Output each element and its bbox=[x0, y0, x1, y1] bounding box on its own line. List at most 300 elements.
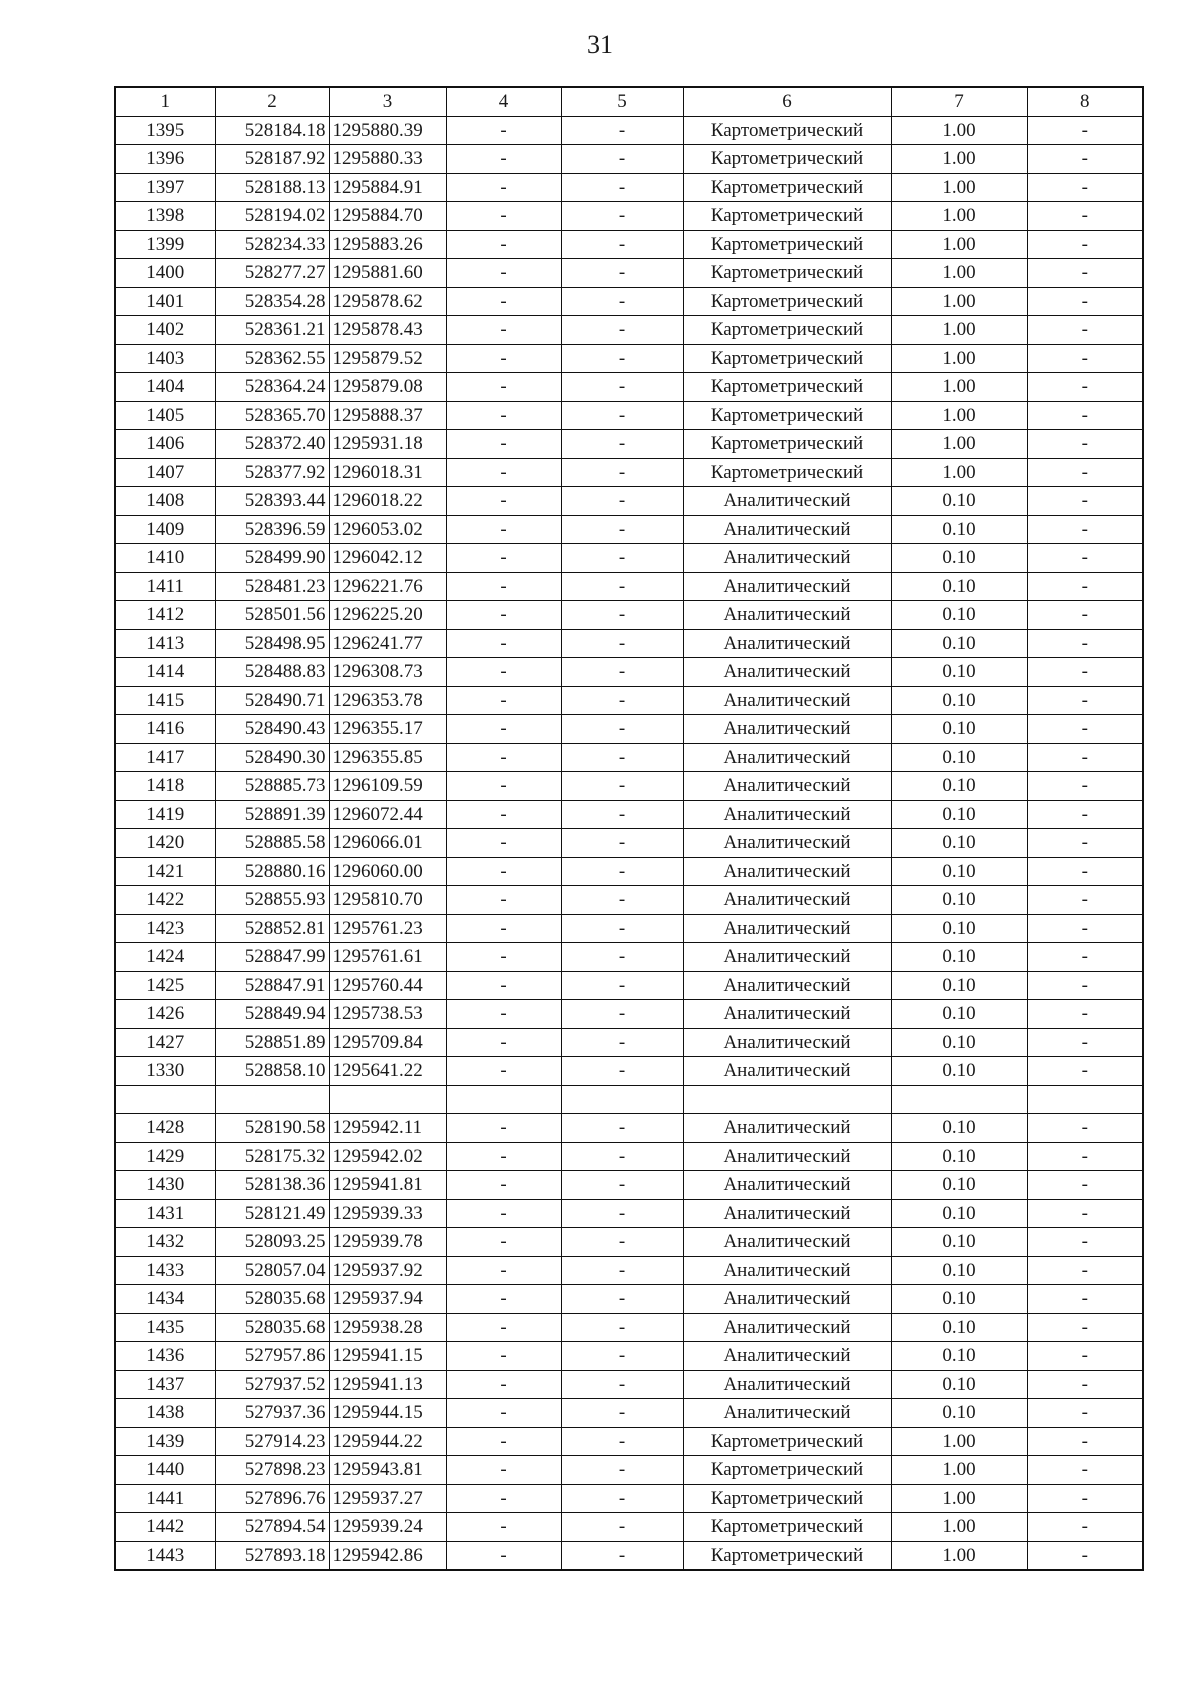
point-number-cell: 1419 bbox=[115, 800, 215, 829]
x-coordinate-cell: 528849.94 bbox=[215, 1000, 329, 1029]
table-row bbox=[115, 430, 1143, 459]
method-cell: Картометрический bbox=[683, 1456, 891, 1485]
col8-cell bbox=[1027, 1085, 1143, 1114]
table-row bbox=[115, 1256, 1143, 1285]
x-coordinate-cell: 528501.56 bbox=[215, 601, 329, 630]
point-number-cell: 1430 bbox=[115, 1171, 215, 1200]
y-coordinate-cell: 1295810.70 bbox=[329, 886, 446, 915]
point-number-cell: 1442 bbox=[115, 1513, 215, 1542]
column-header: 4 bbox=[446, 87, 561, 116]
col4-cell: - bbox=[446, 145, 561, 174]
col8-cell: - bbox=[1027, 572, 1143, 601]
accuracy-cell: 0.10 bbox=[891, 800, 1027, 829]
x-coordinate-cell: 528354.28 bbox=[215, 287, 329, 316]
point-number-cell: 1402 bbox=[115, 316, 215, 345]
y-coordinate-cell: 1295884.91 bbox=[329, 173, 446, 202]
point-number-cell: 1411 bbox=[115, 572, 215, 601]
point-number-cell: 1410 bbox=[115, 544, 215, 573]
accuracy-cell: 0.10 bbox=[891, 1000, 1027, 1029]
col5-cell: - bbox=[561, 515, 683, 544]
x-coordinate-cell: 528396.59 bbox=[215, 515, 329, 544]
table-row bbox=[115, 1427, 1143, 1456]
y-coordinate-cell: 1295878.43 bbox=[329, 316, 446, 345]
point-number-cell: 1406 bbox=[115, 430, 215, 459]
accuracy-cell: 1.00 bbox=[891, 259, 1027, 288]
method-cell bbox=[683, 1085, 891, 1114]
point-number-cell: 1330 bbox=[115, 1057, 215, 1086]
point-number-cell: 1418 bbox=[115, 772, 215, 801]
y-coordinate-cell: 1295941.15 bbox=[329, 1342, 446, 1371]
col5-cell: - bbox=[561, 401, 683, 430]
col8-cell: - bbox=[1027, 1427, 1143, 1456]
y-coordinate-cell: 1295941.13 bbox=[329, 1370, 446, 1399]
accuracy-cell: 0.10 bbox=[891, 772, 1027, 801]
col8-cell: - bbox=[1027, 1028, 1143, 1057]
accuracy-cell: 0.10 bbox=[891, 829, 1027, 858]
col5-cell: - bbox=[561, 1256, 683, 1285]
table-row bbox=[115, 743, 1143, 772]
table-body bbox=[115, 116, 1143, 1570]
x-coordinate-cell: 528490.43 bbox=[215, 715, 329, 744]
method-cell: Картометрический bbox=[683, 316, 891, 345]
col5-cell: - bbox=[561, 1342, 683, 1371]
method-cell: Аналитический bbox=[683, 658, 891, 687]
y-coordinate-cell: 1296053.02 bbox=[329, 515, 446, 544]
y-coordinate-cell: 1295942.11 bbox=[329, 1114, 446, 1143]
column-header: 6 bbox=[683, 87, 891, 116]
point-number-cell: 1413 bbox=[115, 629, 215, 658]
table-row bbox=[115, 1541, 1143, 1570]
table-row bbox=[115, 401, 1143, 430]
table-row bbox=[115, 1199, 1143, 1228]
col5-cell: - bbox=[561, 202, 683, 231]
point-number-cell: 1432 bbox=[115, 1228, 215, 1257]
point-number-cell: 1433 bbox=[115, 1256, 215, 1285]
col8-cell: - bbox=[1027, 601, 1143, 630]
y-coordinate-cell: 1296109.59 bbox=[329, 772, 446, 801]
table-row bbox=[115, 259, 1143, 288]
col4-cell: - bbox=[446, 943, 561, 972]
col4-cell: - bbox=[446, 1228, 561, 1257]
col8-cell: - bbox=[1027, 544, 1143, 573]
col4-cell: - bbox=[446, 515, 561, 544]
table-row bbox=[115, 287, 1143, 316]
col4-cell: - bbox=[446, 715, 561, 744]
method-cell: Аналитический bbox=[683, 1142, 891, 1171]
col5-cell: - bbox=[561, 572, 683, 601]
point-number-cell: 1407 bbox=[115, 458, 215, 487]
col8-cell: - bbox=[1027, 1285, 1143, 1314]
x-coordinate-cell: 528365.70 bbox=[215, 401, 329, 430]
accuracy-cell: 0.10 bbox=[891, 572, 1027, 601]
col8-cell: - bbox=[1027, 458, 1143, 487]
col8-cell: - bbox=[1027, 658, 1143, 687]
col4-cell: - bbox=[446, 572, 561, 601]
col4-cell: - bbox=[446, 1000, 561, 1029]
table-row bbox=[115, 1228, 1143, 1257]
col8-cell: - bbox=[1027, 1114, 1143, 1143]
y-coordinate-cell: 1296060.00 bbox=[329, 857, 446, 886]
y-coordinate-cell: 1295760.44 bbox=[329, 971, 446, 1000]
point-number-cell: 1424 bbox=[115, 943, 215, 972]
col5-cell: - bbox=[561, 943, 683, 972]
col8-cell: - bbox=[1027, 800, 1143, 829]
col4-cell: - bbox=[446, 800, 561, 829]
y-coordinate-cell: 1295878.62 bbox=[329, 287, 446, 316]
point-number-cell bbox=[115, 1085, 215, 1114]
accuracy-cell: 1.00 bbox=[891, 430, 1027, 459]
col5-cell: - bbox=[561, 316, 683, 345]
y-coordinate-cell: 1296042.12 bbox=[329, 544, 446, 573]
col5-cell: - bbox=[561, 629, 683, 658]
col5-cell: - bbox=[561, 544, 683, 573]
x-coordinate-cell: 528885.73 bbox=[215, 772, 329, 801]
accuracy-cell: 0.10 bbox=[891, 857, 1027, 886]
col8-cell: - bbox=[1027, 116, 1143, 145]
y-coordinate-cell: 1295943.81 bbox=[329, 1456, 446, 1485]
y-coordinate-cell: 1296066.01 bbox=[329, 829, 446, 858]
point-number-cell: 1426 bbox=[115, 1000, 215, 1029]
accuracy-cell: 0.10 bbox=[891, 658, 1027, 687]
method-cell: Аналитический bbox=[683, 943, 891, 972]
table-row bbox=[115, 1313, 1143, 1342]
table-row bbox=[115, 658, 1143, 687]
y-coordinate-cell: 1295641.22 bbox=[329, 1057, 446, 1086]
accuracy-cell: 0.10 bbox=[891, 715, 1027, 744]
table-row bbox=[115, 316, 1143, 345]
x-coordinate-cell: 528277.27 bbox=[215, 259, 329, 288]
col8-cell: - bbox=[1027, 857, 1143, 886]
col8-cell: - bbox=[1027, 1000, 1143, 1029]
accuracy-cell: 0.10 bbox=[891, 1057, 1027, 1086]
x-coordinate-cell: 528847.99 bbox=[215, 943, 329, 972]
x-coordinate-cell: 528852.81 bbox=[215, 914, 329, 943]
col4-cell: - bbox=[446, 458, 561, 487]
y-coordinate-cell: 1295931.18 bbox=[329, 430, 446, 459]
table-row bbox=[115, 629, 1143, 658]
table-row bbox=[115, 1456, 1143, 1485]
point-number-cell: 1435 bbox=[115, 1313, 215, 1342]
col8-cell: - bbox=[1027, 829, 1143, 858]
x-coordinate-cell: 528093.25 bbox=[215, 1228, 329, 1257]
method-cell: Картометрический bbox=[683, 116, 891, 145]
table-row bbox=[115, 886, 1143, 915]
col4-cell: - bbox=[446, 829, 561, 858]
table-row bbox=[115, 1085, 1143, 1114]
method-cell: Картометрический bbox=[683, 430, 891, 459]
table-row bbox=[115, 116, 1143, 145]
col4-cell: - bbox=[446, 230, 561, 259]
col8-cell: - bbox=[1027, 230, 1143, 259]
y-coordinate-cell bbox=[329, 1085, 446, 1114]
col4-cell: - bbox=[446, 857, 561, 886]
col8-cell: - bbox=[1027, 373, 1143, 402]
point-number-cell: 1409 bbox=[115, 515, 215, 544]
y-coordinate-cell: 1295883.26 bbox=[329, 230, 446, 259]
y-coordinate-cell: 1296018.31 bbox=[329, 458, 446, 487]
table-row bbox=[115, 544, 1143, 573]
x-coordinate-cell: 528481.23 bbox=[215, 572, 329, 601]
method-cell: Картометрический bbox=[683, 373, 891, 402]
col5-cell: - bbox=[561, 259, 683, 288]
x-coordinate-cell: 527893.18 bbox=[215, 1541, 329, 1570]
col5-cell: - bbox=[561, 971, 683, 1000]
method-cell: Картометрический bbox=[683, 1541, 891, 1570]
accuracy-cell: 1.00 bbox=[891, 316, 1027, 345]
table-row bbox=[115, 914, 1143, 943]
col5-cell: - bbox=[561, 458, 683, 487]
col4-cell: - bbox=[446, 344, 561, 373]
method-cell: Аналитический bbox=[683, 914, 891, 943]
y-coordinate-cell: 1296225.20 bbox=[329, 601, 446, 630]
x-coordinate-cell: 528364.24 bbox=[215, 373, 329, 402]
accuracy-cell: 0.10 bbox=[891, 1171, 1027, 1200]
method-cell: Картометрический bbox=[683, 259, 891, 288]
y-coordinate-cell: 1296221.76 bbox=[329, 572, 446, 601]
method-cell: Аналитический bbox=[683, 1285, 891, 1314]
accuracy-cell: 1.00 bbox=[891, 344, 1027, 373]
col8-cell: - bbox=[1027, 401, 1143, 430]
y-coordinate-cell: 1295944.22 bbox=[329, 1427, 446, 1456]
y-coordinate-cell: 1295942.86 bbox=[329, 1541, 446, 1570]
accuracy-cell: 1.00 bbox=[891, 1484, 1027, 1513]
col8-cell: - bbox=[1027, 1456, 1143, 1485]
method-cell: Аналитический bbox=[683, 686, 891, 715]
accuracy-cell: 0.10 bbox=[891, 1342, 1027, 1371]
point-number-cell: 1440 bbox=[115, 1456, 215, 1485]
x-coordinate-cell: 528121.49 bbox=[215, 1199, 329, 1228]
method-cell: Аналитический bbox=[683, 743, 891, 772]
x-coordinate-cell: 528035.68 bbox=[215, 1285, 329, 1314]
col4-cell: - bbox=[446, 487, 561, 516]
col8-cell: - bbox=[1027, 772, 1143, 801]
col8-cell: - bbox=[1027, 1199, 1143, 1228]
col4-cell bbox=[446, 1085, 561, 1114]
x-coordinate-cell: 528377.92 bbox=[215, 458, 329, 487]
col4-cell: - bbox=[446, 401, 561, 430]
point-number-cell: 1437 bbox=[115, 1370, 215, 1399]
y-coordinate-cell: 1295879.08 bbox=[329, 373, 446, 402]
col4-cell: - bbox=[446, 1427, 561, 1456]
col5-cell: - bbox=[561, 715, 683, 744]
col8-cell: - bbox=[1027, 1228, 1143, 1257]
col4-cell: - bbox=[446, 658, 561, 687]
table-row bbox=[115, 772, 1143, 801]
accuracy-cell bbox=[891, 1085, 1027, 1114]
col5-cell: - bbox=[561, 1228, 683, 1257]
y-coordinate-cell: 1295884.70 bbox=[329, 202, 446, 231]
x-coordinate-cell: 528362.55 bbox=[215, 344, 329, 373]
x-coordinate-cell: 528190.58 bbox=[215, 1114, 329, 1143]
col4-cell: - bbox=[446, 1313, 561, 1342]
col4-cell: - bbox=[446, 316, 561, 345]
method-cell: Аналитический bbox=[683, 1256, 891, 1285]
col8-cell: - bbox=[1027, 1541, 1143, 1570]
x-coordinate-cell: 528188.13 bbox=[215, 173, 329, 202]
col4-cell: - bbox=[446, 1142, 561, 1171]
col5-cell: - bbox=[561, 914, 683, 943]
method-cell: Аналитический bbox=[683, 829, 891, 858]
col8-cell: - bbox=[1027, 287, 1143, 316]
col8-cell: - bbox=[1027, 1370, 1143, 1399]
point-number-cell: 1443 bbox=[115, 1541, 215, 1570]
col5-cell: - bbox=[561, 1057, 683, 1086]
table-row bbox=[115, 601, 1143, 630]
accuracy-cell: 1.00 bbox=[891, 1513, 1027, 1542]
col8-cell: - bbox=[1027, 1171, 1143, 1200]
y-coordinate-cell: 1295738.53 bbox=[329, 1000, 446, 1029]
method-cell: Картометрический bbox=[683, 145, 891, 174]
x-coordinate-cell: 528488.83 bbox=[215, 658, 329, 687]
col5-cell: - bbox=[561, 430, 683, 459]
coordinates-table bbox=[114, 86, 1144, 1571]
col8-cell: - bbox=[1027, 487, 1143, 516]
col4-cell: - bbox=[446, 544, 561, 573]
x-coordinate-cell: 527914.23 bbox=[215, 1427, 329, 1456]
col8-cell: - bbox=[1027, 515, 1143, 544]
table-row bbox=[115, 943, 1143, 972]
y-coordinate-cell: 1296241.77 bbox=[329, 629, 446, 658]
y-coordinate-cell: 1296353.78 bbox=[329, 686, 446, 715]
x-coordinate-cell: 527937.36 bbox=[215, 1399, 329, 1428]
table-row bbox=[115, 373, 1143, 402]
point-number-cell: 1420 bbox=[115, 829, 215, 858]
table-row bbox=[115, 145, 1143, 174]
col5-cell: - bbox=[561, 1513, 683, 1542]
col4-cell: - bbox=[446, 629, 561, 658]
col4-cell: - bbox=[446, 173, 561, 202]
col8-cell: - bbox=[1027, 1399, 1143, 1428]
column-header: 7 bbox=[891, 87, 1027, 116]
point-number-cell: 1403 bbox=[115, 344, 215, 373]
point-number-cell: 1434 bbox=[115, 1285, 215, 1314]
table-row bbox=[115, 1057, 1143, 1086]
method-cell: Аналитический bbox=[683, 1199, 891, 1228]
x-coordinate-cell: 528194.02 bbox=[215, 202, 329, 231]
method-cell: Аналитический bbox=[683, 800, 891, 829]
x-coordinate-cell bbox=[215, 1085, 329, 1114]
point-number-cell: 1428 bbox=[115, 1114, 215, 1143]
table-row bbox=[115, 1370, 1143, 1399]
table-row bbox=[115, 487, 1143, 516]
col8-cell: - bbox=[1027, 344, 1143, 373]
x-coordinate-cell: 528858.10 bbox=[215, 1057, 329, 1086]
method-cell: Аналитический bbox=[683, 487, 891, 516]
table-row bbox=[115, 572, 1143, 601]
col5-cell: - bbox=[561, 1114, 683, 1143]
method-cell: Аналитический bbox=[683, 1028, 891, 1057]
x-coordinate-cell: 527898.23 bbox=[215, 1456, 329, 1485]
col5-cell: - bbox=[561, 487, 683, 516]
col8-cell: - bbox=[1027, 1256, 1143, 1285]
accuracy-cell: 0.10 bbox=[891, 1256, 1027, 1285]
accuracy-cell: 1.00 bbox=[891, 401, 1027, 430]
table-row bbox=[115, 1399, 1143, 1428]
col4-cell: - bbox=[446, 287, 561, 316]
accuracy-cell: 1.00 bbox=[891, 173, 1027, 202]
col4-cell: - bbox=[446, 1171, 561, 1200]
method-cell: Аналитический bbox=[683, 1057, 891, 1086]
col5-cell: - bbox=[561, 173, 683, 202]
accuracy-cell: 1.00 bbox=[891, 202, 1027, 231]
method-cell: Аналитический bbox=[683, 1313, 891, 1342]
col4-cell: - bbox=[446, 430, 561, 459]
point-number-cell: 1416 bbox=[115, 715, 215, 744]
point-number-cell: 1399 bbox=[115, 230, 215, 259]
col5-cell: - bbox=[561, 1313, 683, 1342]
point-number-cell: 1422 bbox=[115, 886, 215, 915]
method-cell: Аналитический bbox=[683, 1228, 891, 1257]
table-row bbox=[115, 458, 1143, 487]
col5-cell: - bbox=[561, 1541, 683, 1570]
col4-cell: - bbox=[446, 1456, 561, 1485]
col4-cell: - bbox=[446, 772, 561, 801]
method-cell: Картометрический bbox=[683, 202, 891, 231]
column-header: 1 bbox=[115, 87, 215, 116]
table-row bbox=[115, 1171, 1143, 1200]
y-coordinate-cell: 1295939.78 bbox=[329, 1228, 446, 1257]
x-coordinate-cell: 528393.44 bbox=[215, 487, 329, 516]
method-cell: Аналитический bbox=[683, 886, 891, 915]
col8-cell: - bbox=[1027, 430, 1143, 459]
col5-cell: - bbox=[561, 1171, 683, 1200]
column-header: 5 bbox=[561, 87, 683, 116]
point-number-cell: 1436 bbox=[115, 1342, 215, 1371]
col5-cell: - bbox=[561, 1427, 683, 1456]
table-row bbox=[115, 829, 1143, 858]
table-row bbox=[115, 1285, 1143, 1314]
col5-cell: - bbox=[561, 1370, 683, 1399]
col5-cell bbox=[561, 1085, 683, 1114]
point-number-cell: 1415 bbox=[115, 686, 215, 715]
accuracy-cell: 1.00 bbox=[891, 145, 1027, 174]
method-cell: Аналитический bbox=[683, 1000, 891, 1029]
y-coordinate-cell: 1295880.39 bbox=[329, 116, 446, 145]
col8-cell: - bbox=[1027, 1057, 1143, 1086]
y-coordinate-cell: 1296355.17 bbox=[329, 715, 446, 744]
x-coordinate-cell: 527957.86 bbox=[215, 1342, 329, 1371]
point-number-cell: 1405 bbox=[115, 401, 215, 430]
col5-cell: - bbox=[561, 1285, 683, 1314]
x-coordinate-cell: 528234.33 bbox=[215, 230, 329, 259]
point-number-cell: 1439 bbox=[115, 1427, 215, 1456]
table-row bbox=[115, 1513, 1143, 1542]
point-number-cell: 1421 bbox=[115, 857, 215, 886]
col5-cell: - bbox=[561, 1456, 683, 1485]
method-cell: Аналитический bbox=[683, 1171, 891, 1200]
col5-cell: - bbox=[561, 857, 683, 886]
accuracy-cell: 0.10 bbox=[891, 686, 1027, 715]
table-row bbox=[115, 515, 1143, 544]
point-number-cell: 1396 bbox=[115, 145, 215, 174]
y-coordinate-cell: 1295938.28 bbox=[329, 1313, 446, 1342]
y-coordinate-cell: 1296308.73 bbox=[329, 658, 446, 687]
col4-cell: - bbox=[446, 1256, 561, 1285]
col8-cell: - bbox=[1027, 886, 1143, 915]
x-coordinate-cell: 528880.16 bbox=[215, 857, 329, 886]
accuracy-cell: 0.10 bbox=[891, 515, 1027, 544]
col4-cell: - bbox=[446, 116, 561, 145]
y-coordinate-cell: 1295937.94 bbox=[329, 1285, 446, 1314]
method-cell: Аналитический bbox=[683, 1342, 891, 1371]
x-coordinate-cell: 528138.36 bbox=[215, 1171, 329, 1200]
accuracy-cell: 0.10 bbox=[891, 487, 1027, 516]
accuracy-cell: 0.10 bbox=[891, 943, 1027, 972]
col8-cell: - bbox=[1027, 1313, 1143, 1342]
col5-cell: - bbox=[561, 686, 683, 715]
y-coordinate-cell: 1295939.24 bbox=[329, 1513, 446, 1542]
y-coordinate-cell: 1296072.44 bbox=[329, 800, 446, 829]
